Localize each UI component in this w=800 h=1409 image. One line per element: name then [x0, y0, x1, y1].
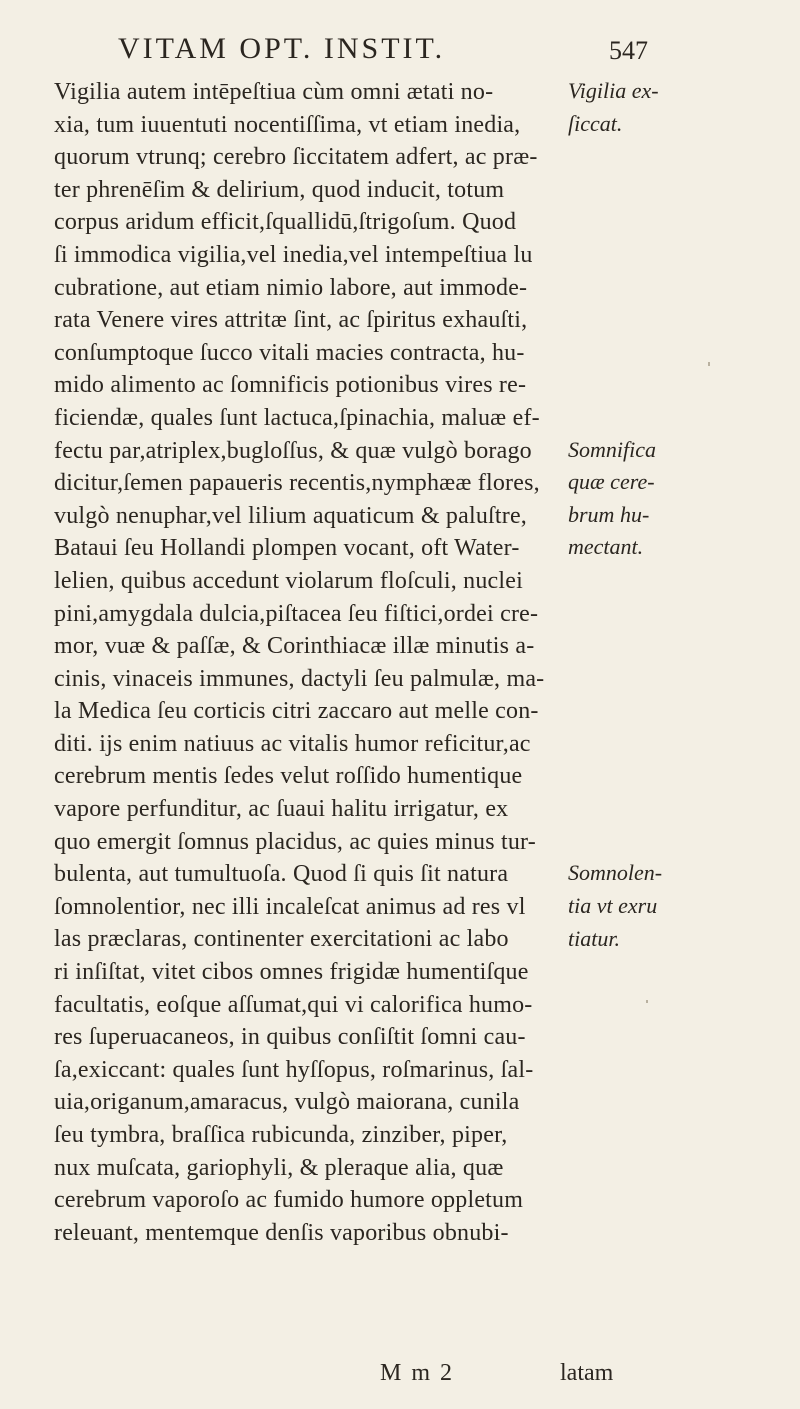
- text-line: la Medica ſeu corticis citri zaccaro aut melle con-: [54, 698, 539, 725]
- text-line: ficiendæ, quales ſunt lactuca,ſpinachia, maluæ ef-: [54, 404, 540, 431]
- text-line: facultatis, eoſque aſſumat,qui vi calorifica humo-: [54, 991, 533, 1018]
- text-line: releuant, mentemque denſis vaporibus obnubi-: [54, 1219, 509, 1246]
- text-line: quorum vtrunq; cerebro ſiccitatem adfert, ac præ-: [54, 144, 538, 171]
- text-line: fectu par,atriplex,bugloſſus, & quæ vulgò borago: [54, 437, 532, 464]
- text-line: nux muſcata, gariophyli, & pleraque alia, quæ: [54, 1154, 504, 1181]
- running-title: VITAM OPT. INSTIT.: [118, 32, 446, 65]
- text-line: cubratione, aut etiam nimio labore, aut immode-: [54, 274, 528, 301]
- page-number: 547: [609, 36, 648, 65]
- margin-note: tiatur.: [568, 925, 620, 951]
- margin-note: ſiccat.: [568, 110, 623, 136]
- text-line: quo emergit ſomnus placidus, ac quies minus tur-: [54, 828, 536, 855]
- text-line: xia, tum iuuentuti nocentiſſima, vt etiam inedia,: [54, 111, 521, 138]
- margin-note: mectant.: [568, 534, 644, 560]
- margin-note: Vigilia ex-: [568, 78, 659, 103]
- text-line: diti. ijs enim natiuus ac vitalis humor reficitur,ac: [54, 730, 531, 757]
- ink-speck: [708, 362, 710, 366]
- text-line: lelien, quibus accedunt violarum floſculi, nuclei: [54, 567, 523, 594]
- text-line: cerebrum vaporoſo ac fumido humore oppletum: [54, 1187, 524, 1214]
- text-line: ſeu tymbra, braſſica rubicunda, zinziber, piper,: [54, 1122, 508, 1148]
- text-line: conſumptoque ſucco vitali macies contracta, hu-: [54, 339, 525, 366]
- text-line: Vigilia autem intēpeſtiua cùm omni ætati no-: [54, 79, 494, 105]
- main-text-block: [54, 76, 566, 1249]
- text-line: dicitur,ſemen papaueris recentis,nymphææ flores,: [54, 470, 540, 497]
- text-line: vapore perfunditur, ac ſuaui halitu irrigatur, ex: [54, 796, 509, 823]
- ink-speck: [646, 1000, 648, 1003]
- text-line: vulgò nenuphar,vel lilium aquaticum & paluſtre,: [54, 502, 527, 529]
- text-line: pini,amygdala dulcia,piſtacea ſeu fiſtici,ordei cre-: [54, 600, 539, 627]
- text-line: bulenta, aut tumultuoſa. Quod ſi quis ſit natura: [54, 861, 509, 888]
- text-line: corpus aridum efficit,ſquallidū,ſtrigoſum. Quod: [54, 209, 517, 236]
- text-line: Bataui ſeu Hollandi plompen vocant, oft Water-: [54, 535, 520, 562]
- text-line: mor, vuæ & paſſæ, & Corinthiacæ illæ minutis a-: [54, 633, 535, 660]
- margin-note: brum hu-: [568, 501, 650, 527]
- text-line: rata Venere vires attritæ ſint, ac ſpiritus exhauſti,: [54, 307, 528, 334]
- text-line: res ſuperuacaneos, in quibus conſiſtit ſomni cau-: [54, 1024, 526, 1051]
- text-line: ter phrenēſim & delirium, quod inducit, totum: [54, 176, 505, 203]
- text-line: ſomnolentior, nec illi incaleſcat animus ad res vl: [54, 893, 526, 920]
- margin-note: Somnolen-: [568, 860, 663, 886]
- text-line: ſa,exiccant: quales ſunt hyſſopus, roſmarinus, ſal-: [54, 1056, 534, 1083]
- text-line: las præclaras, continenter exercitationi ac labo: [54, 926, 509, 953]
- catchword: latam: [560, 1360, 614, 1386]
- text-line: ſi immodica vigilia,vel inedia,vel intempeſtiua lu: [54, 241, 533, 268]
- running-header: [118, 32, 648, 72]
- margin-note: quæ cere-: [568, 469, 655, 495]
- text-line: ri inſiſtat, vitet cibos omnes frigidæ humentiſque: [54, 959, 529, 986]
- text-line: cerebrum mentis ſedes velut roſſido humentique: [54, 763, 523, 790]
- margin-note: Somnifica: [568, 436, 656, 462]
- text-line: cinis, vinaceis immunes, dactyli ſeu palmulæ, ma-: [54, 665, 545, 692]
- margin-note: tia vt exru: [568, 893, 658, 918]
- text-line: uia,origanum,amaracus, vulgò maiorana, cunila: [54, 1089, 520, 1116]
- text-line: mido alimento ac ſomnificis potionibus vires re-: [54, 372, 527, 399]
- signature-mark: M m 2: [380, 1360, 455, 1386]
